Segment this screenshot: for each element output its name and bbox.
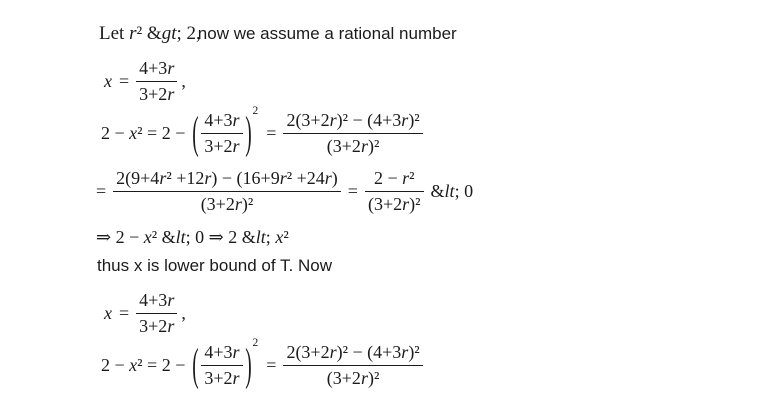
big-right-paren: ) [244, 106, 252, 159]
fraction-denominator: (3+2r)² [326, 368, 380, 389]
x-definition [104, 58, 186, 105]
squared-paren-group [192, 337, 259, 391]
big-left-paren: ( [192, 338, 200, 391]
x-definition-repeat [104, 290, 186, 337]
squared-paren-group [192, 105, 259, 159]
equals-sign: = [266, 123, 277, 144]
fraction-denominator: (3+2r)² [367, 194, 421, 215]
implication-line [96, 227, 289, 248]
hypothesis-inline-math: r² &gt; 2, [129, 23, 201, 44]
big-right-paren: ) [244, 338, 252, 391]
equals-sign: = [347, 181, 358, 202]
group-exponent: 2 [252, 337, 259, 349]
x-value-fraction [136, 290, 177, 337]
fraction-denominator: (3+2r)² [200, 194, 254, 215]
implication-math: ⇒ 2 − x² &lt; 0 ⇒ 2 &lt; x² [96, 227, 289, 247]
equals-sign: = [266, 355, 277, 376]
expansion-lead: 2 − x² = 2 − [101, 123, 186, 144]
equals-sign: = [96, 181, 107, 202]
fraction-denominator: 3+2r [139, 316, 175, 337]
fraction-denominator: (3+2r)² [326, 136, 380, 157]
fraction-numerator: 4+3r [136, 58, 177, 82]
group-exponent: 2 [252, 105, 259, 117]
simplified-fraction-1 [113, 168, 341, 215]
simplification-equation [96, 168, 473, 215]
fraction-numerator: 4+3r [201, 110, 242, 134]
assumption-line [99, 23, 457, 45]
x-variable: x [104, 71, 112, 92]
x-variable: x [104, 303, 112, 324]
fraction-numerator: 4+3r [136, 290, 177, 314]
assumption-text: now we assume a rational number [197, 24, 457, 43]
inner-fraction [201, 110, 242, 157]
fraction-numerator: 2(3+2r)² − (4+3r)² [283, 110, 422, 134]
inequality-tail: &lt; 0 [430, 181, 474, 202]
equals-sign: = [119, 303, 130, 324]
expanded-fraction [283, 110, 422, 157]
trailing-comma: , [181, 303, 186, 324]
expanded-fraction [283, 342, 422, 389]
expansion-equation [101, 105, 423, 159]
fraction-denominator: 3+2r [204, 136, 240, 157]
fraction-denominator: 3+2r [204, 368, 240, 389]
fraction-numerator: 2 − r² [365, 168, 424, 192]
let-word: Let [99, 23, 125, 44]
equals-sign: = [119, 71, 130, 92]
fraction-denominator: 3+2r [139, 84, 175, 105]
fraction-numerator: 2(9+4r² +12r) − (16+9r² +24r) [113, 168, 341, 192]
expansion-equation-repeat [101, 337, 423, 391]
fraction-numerator: 4+3r [201, 342, 242, 366]
big-left-paren: ( [192, 106, 200, 159]
conclusion-line [97, 256, 332, 276]
fraction-numerator: 2(3+2r)² − (4+3r)² [283, 342, 422, 366]
x-value-fraction [136, 58, 177, 105]
expansion-lead: 2 − x² = 2 − [101, 355, 186, 376]
conclusion-text: thus x is lower bound of T. Now [97, 256, 332, 275]
trailing-comma: , [181, 71, 186, 92]
inner-fraction [201, 342, 242, 389]
simplified-fraction-2 [365, 168, 424, 215]
